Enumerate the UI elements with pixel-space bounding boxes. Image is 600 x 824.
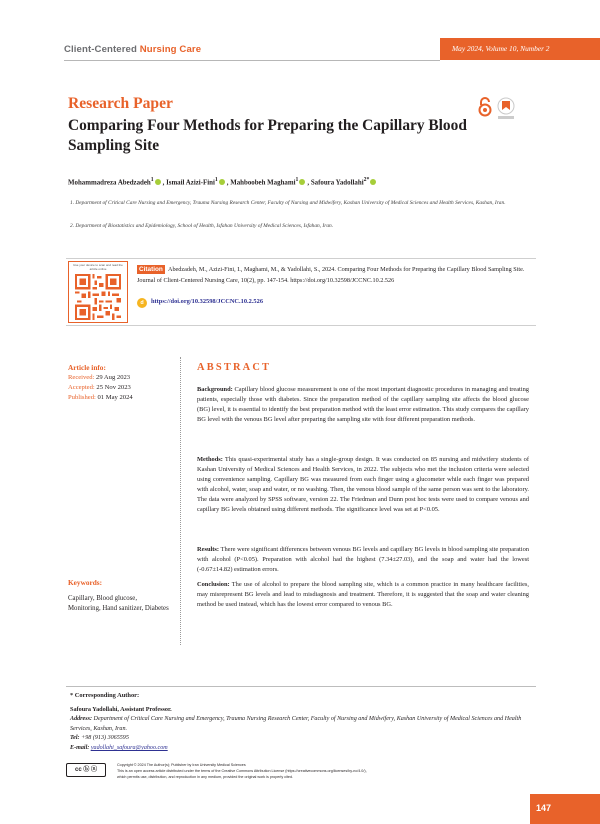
author-name[interactable]: Mahboobeh Maghami [230,179,296,187]
page-number: 147 [530,794,600,824]
author-name[interactable]: Mohammadreza Abedzadeh [68,179,151,187]
journal-name-part2: Nursing Care [139,44,202,55]
tel-value: +98 (913) 3065595 [81,735,129,741]
issue-info: May 2024, Volume 10, Number 2 [440,38,600,60]
address-label: Address: [70,716,93,722]
author-list: Mohammadreza Abedzadeh$^1$ , Ismail Azizi-Fini$^1$ , Mahboobeh Maghami$^1$ , Safoura Yadollahi$^{2*}$ [68,177,378,186]
section-text: The use of alcohol to prepare the blood sampling site, which is a common practice in many healthcare facilities, may misrepresent BG levels and lead to misdiagnosis and treatment. Therefore, it is suggested that the soap and water cleaning method be used instead, which has the lowest error compared to venous BG. [197,581,530,608]
citation-label: Citation [139,266,163,273]
abstract-results [197,545,529,575]
affiliation-2: 2. Department of Biostatistics and Epidemiology, School of Health, Isfahan University of Medical Sciences, Isfahan, Iran. [70,223,334,229]
author-name[interactable]: Safoura Yadollahi [310,179,364,187]
correspondence-rule [66,686,536,687]
doi-icon: d [137,298,147,308]
date-value: 29 Aug 2023 [96,374,131,381]
author-affiliation-mark: 1 [150,177,154,183]
affiliation-1: 1. Department of Critical Care Nursing and Emergency, Trauma Nursing Research Center, Faculty of Nursing and Midwifery, Kashan University of Medical Sciences and Health Services, Kashan, Iran. [70,200,506,206]
orcid-icon[interactable] [299,179,305,185]
citation-text: Abedzadeh, M., Azizi-Fini, I., Maghami, M., & Yadollahi, S., 2024. Comparing Four Methods for Preparing the Capillary Blood Sampling Site. Journal of Client-Centered Nursing Care, 10(2), pp. 147-154. https://doi.org/10.32598/JCCNC.10.2.526 [137,266,525,284]
orcid-icon[interactable] [155,179,161,185]
date-label: Received: [68,374,95,381]
keywords-list: Capillary, Blood glucose, Monitoring, Hand sanitizer, Diabetes [68,595,169,613]
license-line: which permits use, distribution, and reproduction in any medium, provided the original work is properly cited. [117,775,294,779]
open-access-icon [478,97,492,117]
header-rule [64,60,440,61]
email-label: E-mail: [70,745,90,751]
author-affiliation-mark: 1 [295,177,299,183]
page-title: Comparing Four Methods for Preparing the Capillary Blood Sampling Site [68,117,467,154]
paper-type: Research Paper [68,95,173,112]
keywords-heading: Keywords: [68,578,103,587]
author-name[interactable]: Ismail Azizi-Fini [166,179,215,187]
correspondence-address [70,715,530,734]
doi-link[interactable]: https://doi.org/10.32598/JCCNC.10.2.526 [151,298,264,305]
section-label: Background: [197,386,233,393]
copyright-line: Copyright © 2024 The Author(s); Publisher by Iran University Medical Sciences [117,763,246,767]
crossmark-icon[interactable] [496,97,516,121]
abstract-conclusion [197,580,529,610]
abstract-background [197,385,529,425]
correspondence-email [70,745,168,751]
section-label: Methods: [197,456,223,463]
author-affiliation-mark: 1 [214,177,218,183]
orcid-icon[interactable] [370,179,376,185]
date-received [68,374,130,381]
date-label: Accepted: [68,384,95,391]
correspondence-name: Safoura Yadollahi, Assistant Professor. [70,706,172,713]
license-line: This is an open access article distributed under the terms of the Creative Commons Attribution License (https://creativecommons.org/licenses/by-nc/4.0/), [117,769,367,773]
article-info-heading: Article info: [68,363,106,372]
author-affiliation-mark: 2* [363,177,370,183]
date-accepted [68,384,131,391]
date-value: 25 Nov 2023 [96,384,131,391]
cc-license-badge[interactable]: cc ⓑ ⓝ [66,763,106,777]
abstract-heading: ABSTRACT [197,362,272,373]
section-text: This quasi-experimental study has a single-group design. It was conducted on 85 nursing and midwifery students of Kashan University of Medical Sciences and Health Services, in 2022. The subjects who met the inclusion criteria were selected using convenience sampling. Capillary BG was measured from each finger using a glucometer while each finger was prepared with alcohol, water, soap and water, or no washing. Then, the venous blood sample of the same person was sent to the laboratory. The data were analyzed by SPSS software, version 22. The Friedman and Dunn post hoc tests were used to compare venous and capillary BG levels obtained using different methods. The significance level was set at P<0.05. [197,456,529,513]
section-text: Capillary blood glucose measurement is one of the most important diagnostic procedures in managing and treating patients, especially those with diabetes. Since the preparation method of the capillary sampling site affects the blood glucose (BG) level, it is essential to identify the best preparation method with the least error estimation. This study compares the capillary BG level with the venous BG level after preparing the sampling site with four different preparation methods. [197,386,529,423]
qr-caption: Use your device to scan and read the article online [73,263,123,271]
tel-label: Tel: [70,735,80,741]
section-text: There were significant differences between venous BG levels and capillary BG levels in blood sampling site preparation with alcohol (P<0.05). Preparation with alcohol had the highest (7.34±27.03), and the soap and water had the lowest (-0.67±14.82) estimation errors. [197,546,529,573]
date-published [68,394,133,401]
date-label: Published: [68,394,96,401]
journal-name [64,44,201,55]
column-divider [180,357,181,645]
address-text: Department of Critical Care Nursing and Emergency, Trauma Nursing Research Center, Faculty of Nursing and Midwifery, Kashan University of Medical Sciences and Health Services, Kashan, Iran. [70,716,522,732]
correspondence-heading: * Corresponding Author: [70,692,140,699]
journal-name-part1: Client-Centered [64,44,140,55]
orcid-icon[interactable] [219,179,225,185]
correspondence-tel [70,735,129,741]
section-label: Conclusion: [197,581,230,588]
email-link[interactable]: yadollahi_safoura@yahoo.com [90,745,168,751]
date-value: 01 May 2024 [97,394,133,401]
qr-code-icon[interactable] [74,274,122,320]
abstract-methods [197,455,529,514]
section-label: Results: [197,546,220,553]
